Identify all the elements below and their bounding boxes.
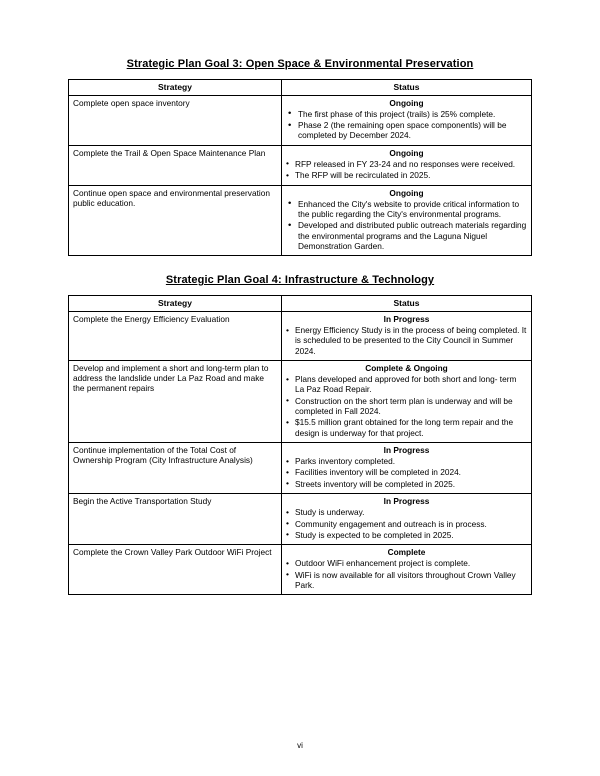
status-heading: Ongoing — [389, 187, 424, 198]
status-bullet-list — [286, 507, 527, 540]
status-cell — [281, 311, 531, 360]
status-cell — [281, 545, 531, 595]
status-heading: Complete — [387, 547, 426, 558]
status-bullet: • Study is underway. — [286, 507, 527, 517]
status-bullet: • The RFP will be recirculated in 2025. — [286, 170, 527, 180]
status-bullet-list — [286, 456, 527, 489]
strategy-cell: Complete the Energy Efficiency Evaluation — [69, 311, 282, 360]
strategy-cell: Continue implementation of the Total Cost of Ownership Program (City Infrastructure Analysis) — [69, 442, 282, 493]
table-row — [69, 360, 532, 442]
page-number: vi — [297, 741, 303, 750]
status-bullet-list — [286, 558, 527, 590]
strategy-cell: Complete the Crown Valley Park Outdoor WiFi Project — [69, 545, 282, 595]
status-bullet: • Community engagement and outreach is in process. — [286, 519, 527, 529]
status-bullet: • The first phase of this project (trails) is 25% complete. — [286, 109, 527, 119]
table-header-row — [69, 80, 532, 96]
column-header-strategy: Strategy — [69, 296, 282, 312]
strategy-cell: Continue open space and environmental preservation public education. — [69, 185, 282, 256]
goal-3-table — [68, 79, 532, 256]
status-cell — [281, 360, 531, 442]
status-bullet-list — [286, 199, 527, 251]
strategy-cell: Complete open space inventory — [69, 95, 282, 145]
status-cell — [281, 493, 531, 544]
status-bullet: • $15.5 million grant obtained for the long term repair and the design is underway for that project. — [286, 417, 527, 438]
status-bullet: • Phase 2 (the remaining open space componentls) will be completed by December 2024. — [286, 120, 527, 141]
table-row — [69, 311, 532, 360]
status-bullet: • Construction on the short term plan is underway and will be completed in Fall 2024. — [286, 396, 527, 417]
goal-4-title: Strategic Plan Goal 4: Infrastructure & Technology — [165, 274, 435, 287]
strategy-cell: Complete the Trail & Open Space Maintenance Plan — [69, 145, 282, 185]
status-heading: In Progress — [383, 444, 430, 455]
table-header-row — [69, 296, 532, 312]
table-row — [69, 95, 532, 145]
status-bullet: • RFP released in FY 23-24 and no responses were received. — [286, 159, 527, 169]
status-heading: Complete & Ongoing — [365, 362, 448, 373]
status-bullet: • Facilities inventory will be completed in 2024. — [286, 467, 527, 477]
column-header-status: Status — [281, 80, 531, 96]
status-heading: In Progress — [383, 495, 430, 506]
status-bullet: • Outdoor WiFi enhancement project is complete. — [286, 558, 527, 568]
strategy-cell: Develop and implement a short and long-term plan to address the landslide under La Paz Road and make the permanent repairs — [69, 360, 282, 442]
table-row — [69, 442, 532, 493]
status-bullet: • Parks inventory completed. — [286, 456, 527, 466]
table-row — [69, 145, 532, 185]
status-cell — [281, 185, 531, 256]
strategy-cell: Begin the Active Transportation Study — [69, 493, 282, 544]
column-header-strategy: Strategy — [69, 80, 282, 96]
status-bullet: • Developed and distributed public outreach materials regarding the environmental programs and the Laguna Niguel Demonstration Garden. — [286, 220, 527, 251]
status-cell — [281, 442, 531, 493]
status-bullet: • Plans developed and approved for both short and long- term La Paz Road Repair. — [286, 374, 527, 395]
goal-3-title: Strategic Plan Goal 3: Open Space & Environmental Preservation — [126, 58, 474, 70]
status-bullet: • Enhanced the City's website to provide critical information to the public regarding the City's environmental programs. — [286, 199, 527, 220]
status-bullet: • WiFi is now available for all visitors throughout Crown Valley Park. — [286, 570, 527, 591]
status-heading: In Progress — [383, 313, 430, 324]
status-bullet: • Energy Efficiency Study is in the process of being completed. It is scheduled to be presented to the City Council in Summer 2024. — [286, 325, 527, 356]
status-cell — [281, 95, 531, 145]
status-cell — [281, 145, 531, 185]
status-bullet-list — [286, 109, 527, 141]
status-heading: Ongoing — [389, 97, 424, 108]
table-row — [69, 545, 532, 595]
status-heading: Ongoing — [389, 147, 424, 158]
table-row — [69, 185, 532, 256]
table-row — [69, 493, 532, 544]
status-bullet: • Study is expected to be completed in 2025. — [286, 530, 527, 540]
status-bullet-list — [286, 325, 527, 356]
status-bullet: • Streets inventory will be completed in 2025. — [286, 479, 527, 489]
column-header-status: Status — [281, 296, 531, 312]
status-bullet-list — [286, 374, 527, 438]
goal-4-table — [68, 295, 532, 595]
status-bullet-list — [286, 159, 527, 181]
